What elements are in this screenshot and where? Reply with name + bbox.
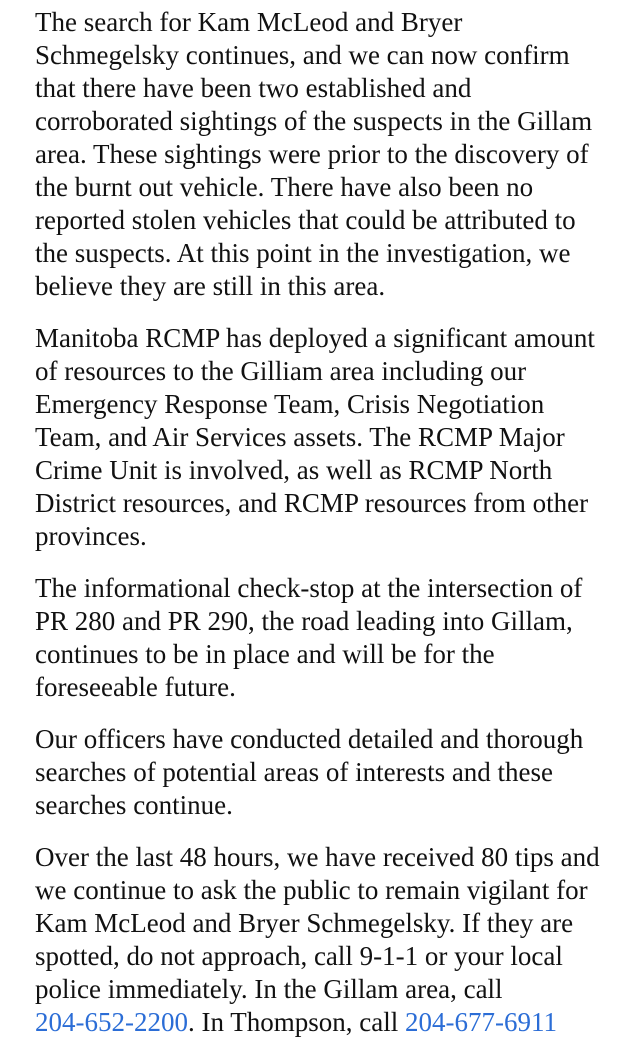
paragraph-search-update xyxy=(35,6,604,303)
text-line: Kam McLeod and Bryer Schmegelsky. If they are xyxy=(35,908,574,938)
text-line: reported stolen vehicles that could be attributed to xyxy=(35,205,576,235)
text-line: The informational check-stop at the intersection of xyxy=(35,573,583,603)
text-line: Manitoba RCMP has deployed a significant amount xyxy=(35,323,595,353)
text-line: searches of potential areas of interests and these xyxy=(35,757,554,787)
text-line: the burnt out vehicle. There have also been no xyxy=(35,172,534,202)
text-line: District resources, and RCMP resources from other xyxy=(35,488,589,518)
text-line: Over the last 48 hours, we have received 80 tips and xyxy=(35,842,600,872)
text-line: police immediately. In the Gillam area, call xyxy=(35,974,503,1004)
text-line: we continue to ask the public to remain vigilant for xyxy=(35,875,588,905)
text-segment: . In Thompson, call xyxy=(187,1007,405,1037)
phone-link-gillam[interactable]: 204-652-2200 xyxy=(35,1007,188,1037)
text-line: spotted, do not approach, call 9-1-1 or your local xyxy=(35,941,563,971)
text-line: provinces. xyxy=(35,521,147,551)
text-line: foreseeable future. xyxy=(35,672,236,702)
paragraph-resources xyxy=(35,322,604,553)
text-line: The search for Kam McLeod and Bryer xyxy=(35,7,463,37)
text-line: Our officers have conducted detailed and thorough xyxy=(35,724,584,754)
paragraph-tips-contact xyxy=(35,841,604,1039)
text-line xyxy=(35,1006,604,1039)
text-line: area. These sightings were prior to the discovery of xyxy=(35,139,589,169)
paragraph-checkstop xyxy=(35,572,604,704)
text-line: Crime Unit is involved, as well as RCMP North xyxy=(35,455,553,485)
text-line: of resources to the Gilliam area including our xyxy=(35,356,527,386)
text-line: that there have been two established and xyxy=(35,73,472,103)
paragraph-searches xyxy=(35,723,604,822)
text-line: searches continue. xyxy=(35,790,233,820)
text-line: Team, and Air Services assets. The RCMP Major xyxy=(35,422,565,452)
text-line: the suspects. At this point in the investigation, we xyxy=(35,238,571,268)
text-line: Schmegelsky continues, and we can now confirm xyxy=(35,40,570,70)
phone-link-thompson[interactable]: 204-677-6911 xyxy=(404,1007,557,1037)
text-line: Emergency Response Team, Crisis Negotiation xyxy=(35,389,545,419)
text-line: corroborated sightings of the suspects in the Gillam xyxy=(35,106,593,136)
text-line: believe they are still in this area. xyxy=(35,271,386,301)
text-line: continues to be in place and will be for the xyxy=(35,639,495,669)
text-line: PR 280 and PR 290, the road leading into Gillam, xyxy=(35,606,573,636)
